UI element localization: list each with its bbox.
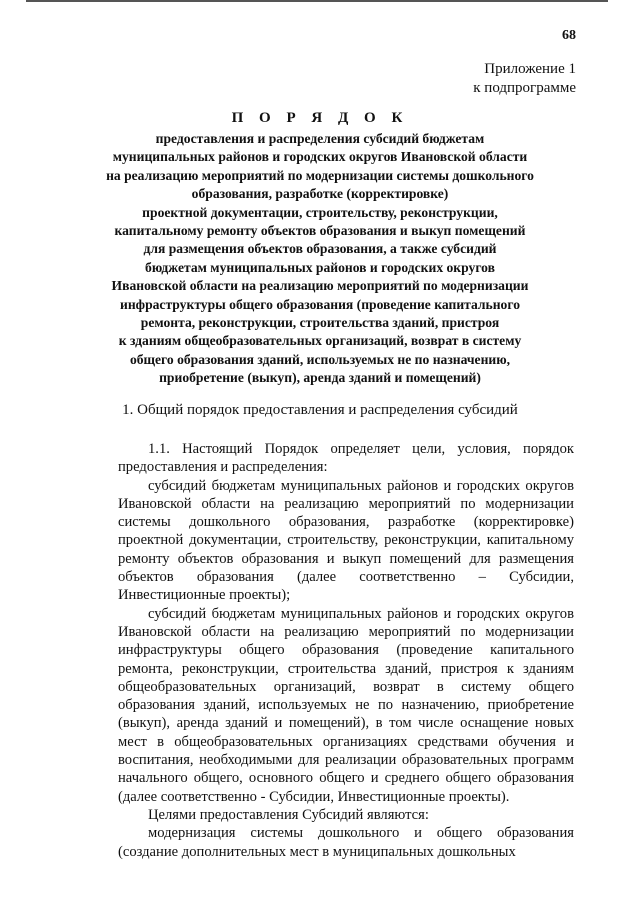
body-text	[118, 440, 574, 861]
subtitle-line: предоставления и распределения субсидий бюджетам	[155, 131, 485, 146]
subtitle-line: к зданиям общеобразовательных организаций, возврат в систему	[118, 333, 522, 349]
annex-line-1: Приложение 1	[484, 61, 576, 77]
subtitle-line: ремонта, реконструкции, строительства зданий, пристроя	[140, 315, 500, 331]
subtitle-line: общего образования зданий, используемых не по назначению,	[129, 351, 511, 367]
subtitle-line: проектной документации, строительству, реконструкции,	[142, 204, 498, 220]
subtitle-line: на реализацию мероприятий по модернизации системы дошкольного	[106, 167, 534, 183]
document-title: П О Р Я Д О К	[231, 110, 409, 126]
paragraph: Целями предоставления Субсидий являются:	[148, 806, 429, 823]
subtitle-line: бюджетам муниципальных районов и городских округов	[145, 259, 495, 275]
section-heading: 1. Общий порядок предоставления и распределения субсидий	[122, 402, 518, 418]
document-subtitle	[60, 130, 580, 388]
subtitle-line: муниципальных районов и городских округов Ивановской области	[112, 149, 528, 165]
paragraph: модернизация системы дошкольного и общего образования (создание дополнительных мест в муниципальных дошкольных	[118, 825, 574, 860]
annex-line-2: к подпрограмме	[473, 80, 576, 96]
annex-block	[473, 60, 576, 98]
paragraph: субсидий бюджетам муниципальных районов и городских округов Ивановской области на реализацию мероприятий по модернизации инфраструктуры общего образования (проведение капитального ремонта, реконструкции, строительства зданий, пристроя к зданиям общеобразовательных организаций, возврат в систему общего образования зданий, используемых не по назначению, приобретение (выкуп), аренда зданий и помещений), в том числе оснащение новых мест в общеобразовательных организациях средствами обучения и воспитания, необходимыми для реализации образовательных программ начального общего, основного общего и среднего общего образования (далее соответственно - Субсидии, Инвестиционные проекты).	[118, 605, 574, 805]
subtitle-line: приобретение (выкуп), аренда зданий и помещений)	[159, 370, 481, 386]
subtitle-line: для размещения объектов образования, а также субсидий	[143, 241, 497, 257]
subtitle-line: Ивановской области на реализацию мероприятий по модернизации	[111, 278, 529, 294]
paragraph: субсидий бюджетам муниципальных районов и городских округов Ивановской области на реализацию мероприятий по модернизации системы дошкольного образования, разработке (корректировке) проектной документации, строительству, реконструкции, капитальному ремонту объектов образования и выкуп помещений для размещения объектов образования (далее соответственно – Субсидии, Инвестиционные проекты);	[118, 477, 574, 604]
paragraph: 1.1. Настоящий Порядок определяет цели, условия, порядок предоставления и распределения:	[118, 441, 574, 476]
subtitle-line: капитальному ремонту объектов образования и выкуп помещений	[114, 223, 526, 239]
subtitle-line: инфраструктуры общего образования (проведение капитального	[120, 296, 520, 312]
subtitle-line: образования, разработке (корректировке)	[191, 186, 449, 202]
top-rule	[26, 0, 608, 2]
page-number: 68	[562, 28, 576, 43]
